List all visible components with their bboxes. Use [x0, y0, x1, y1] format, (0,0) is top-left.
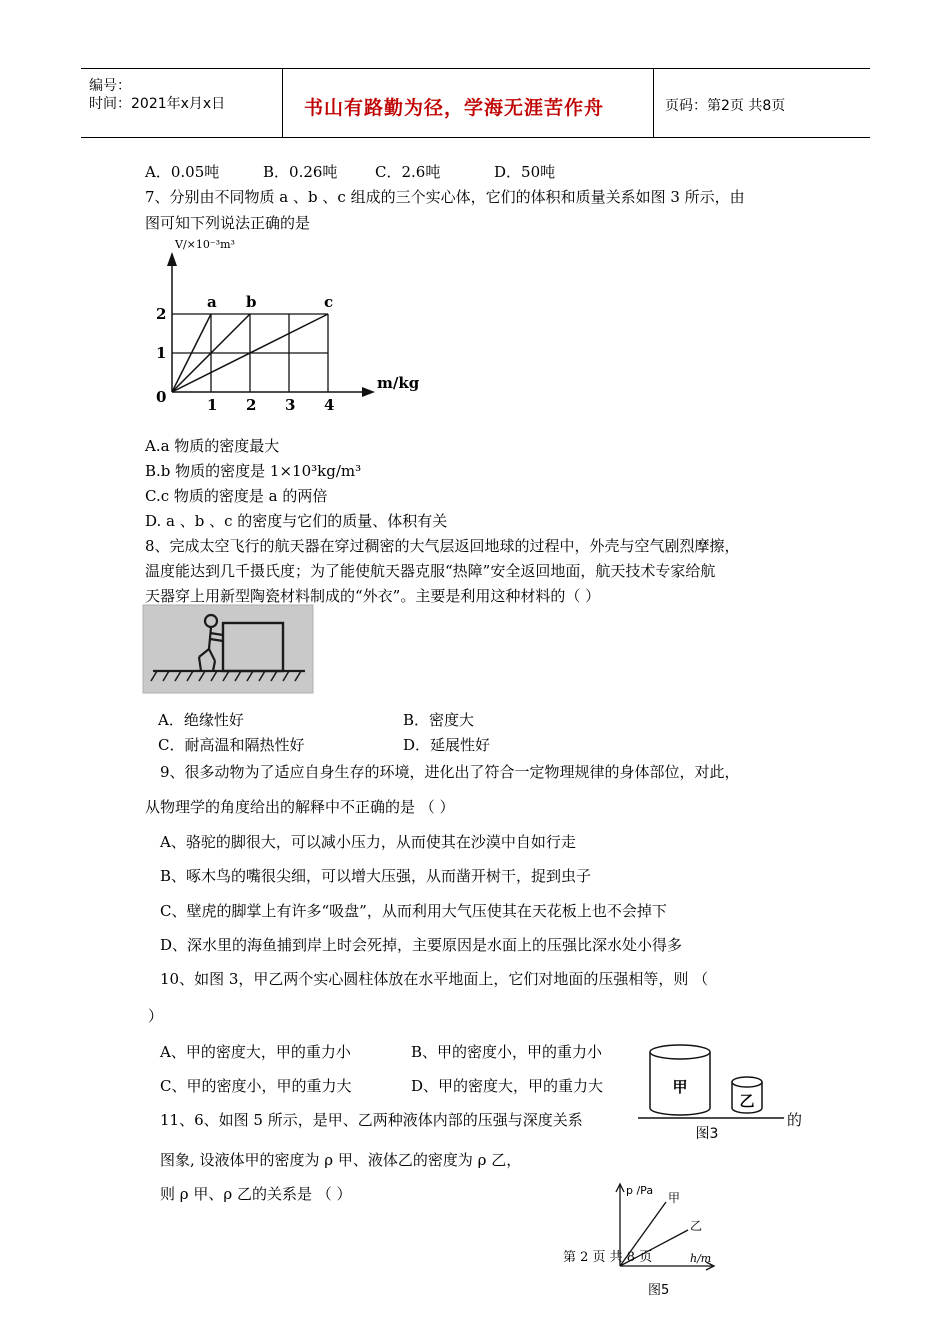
q7-option-b: B.b 物质的密度是 1×10³kg/m³ [145, 462, 362, 480]
q6-option-a: A．0.05吨 [145, 163, 220, 181]
x-axis-label: m/kg [377, 374, 420, 392]
p-axis-label: p /Pa [626, 1184, 654, 1197]
x-tick-label: 1 [207, 396, 218, 414]
serial-label: 编号： [89, 78, 131, 94]
volume-mass-chart [148, 232, 420, 417]
q8-stem-cont: 温度能达到几千摄氏度；为了能使航天器克服“热障”安全返回地面，航天技术专家给航 [145, 562, 716, 580]
origin-label: 0 [156, 388, 167, 406]
cylinder-yi-label: 乙 [739, 1092, 755, 1110]
q10-option-b: B、甲的密度小，甲的重力小 [411, 1043, 603, 1061]
x-tick-label: 4 [324, 396, 335, 414]
series-label-a: a [207, 293, 217, 311]
h-axis-label: h/m [690, 1252, 712, 1265]
q6-option-b: B．0.26吨 [263, 163, 338, 181]
y-axis-label: V/×10⁻³m³ [175, 238, 235, 251]
time-label: 时间：2021年x月x日 [89, 96, 226, 112]
q10-option-a: A、甲的密度大，甲的重力小 [160, 1043, 351, 1061]
q7-stem: 7、分别由不同物质 a 、b 、c 组成的三个实心体，它们的体积和质量关系如图 3 所示，由 [145, 188, 745, 206]
figure3-caption: 图3 [695, 1126, 719, 1142]
x-tick-label: 2 [246, 396, 257, 414]
series-label-c: c [324, 293, 334, 311]
series-yi-label: 乙 [690, 1219, 703, 1233]
q8-option-c: C．耐高温和隔热性好 [158, 736, 305, 754]
q7-option-a: A.a 物质的密度最大 [145, 437, 280, 455]
q9-option-c: C、壁虎的脚掌上有许多“吸盘”，从而利用大气压使其在天花板上也不会掉下 [160, 902, 667, 920]
y-axis-arrow [167, 252, 177, 266]
q10-stem: 10、如图 3，甲乙两个实心圆柱体放在水平地面上，它们对地面的压强相等，则 （ [160, 970, 709, 988]
q10-option-c: C、甲的密度小，甲的重力大 [160, 1077, 352, 1095]
figure5-caption: 图5 [648, 1283, 670, 1298]
page-header [81, 68, 870, 138]
q6-option-d: D．50吨 [494, 163, 556, 181]
pressure-depth-figure [604, 1176, 724, 1301]
q11-stem: 11、6、如图 5 所示，是甲、乙两种液体内部的压强与深度关系 [160, 1111, 583, 1129]
q8-stem: 8、完成太空飞行的航天器在穿过稠密的大气层返回地球的过程中，外壳与空气剧烈摩擦， [145, 537, 740, 555]
header-divider [653, 69, 654, 137]
q11-stem-cont: 图象, 设液体甲的密度为 ρ 甲、液体乙的密度为 ρ 乙， [160, 1151, 522, 1169]
q9-option-d: D、深水里的海鱼捕到岸上时会死掉，主要原因是水面上的压强比深水处小得多 [160, 936, 683, 954]
cylinders-figure [632, 1038, 792, 1144]
q8-stem-cont: 天器穿上用新型陶瓷材料制成的“外衣”。主要是利用这种材料的（ ） [145, 587, 601, 605]
cylinder-jia-label: 甲 [672, 1078, 688, 1096]
q7-option-c: C.c 物质的密度是 a 的两倍 [145, 487, 328, 505]
x-tick-label: 3 [285, 396, 296, 414]
q7-option-d: D. a 、b 、c 的密度与它们的质量、体积有关 [145, 512, 448, 530]
series-label-b: b [246, 293, 257, 311]
header-divider [282, 69, 283, 137]
q7-stem-cont: 图可知下列说法正确的是 [145, 214, 311, 232]
q10-stem-cont: ） [148, 1007, 164, 1025]
series-jia-label: 甲 [668, 1191, 681, 1205]
q6-option-c: C．2.6吨 [375, 163, 441, 181]
q8-option-a: A．绝缘性好 [158, 711, 244, 729]
header-motto: 书山有路勤为径，学海无涯苦作舟 [304, 97, 605, 119]
q11-stem-cont: 则 ρ 甲、ρ 乙的关系是 （ ） [160, 1185, 352, 1203]
footer-page-number: 第 2 页 共 8 页 [563, 1250, 653, 1265]
q8-option-b: B．密度大 [403, 711, 475, 729]
y-tick-label: 2 [156, 305, 167, 323]
q11-stem-end: 的 [787, 1111, 803, 1129]
q8-option-d: D．延展性好 [403, 736, 491, 754]
q9-option-a: A、骆驼的脚很大，可以减小压力，从而使其在沙漠中自如行走 [160, 833, 576, 851]
page-info: 页码：第2页 共8页 [665, 98, 786, 114]
q10-option-d: D、甲的密度大，甲的重力大 [411, 1077, 604, 1095]
q9-stem-cont: 从物理学的角度给出的解释中不正确的是 （ ） [145, 798, 455, 816]
y-tick-label: 1 [156, 344, 167, 362]
x-axis-arrow [362, 387, 375, 397]
q9-option-b: B、啄木鸟的嘴很尖细，可以增大压强，从而凿开树干，捉到虫子 [160, 867, 592, 885]
person-pushing-box-figure [143, 605, 313, 693]
q9-stem: 9、很多动物为了适应自身生存的环境，进化出了符合一定物理规律的身体部位，对此， [160, 763, 740, 781]
